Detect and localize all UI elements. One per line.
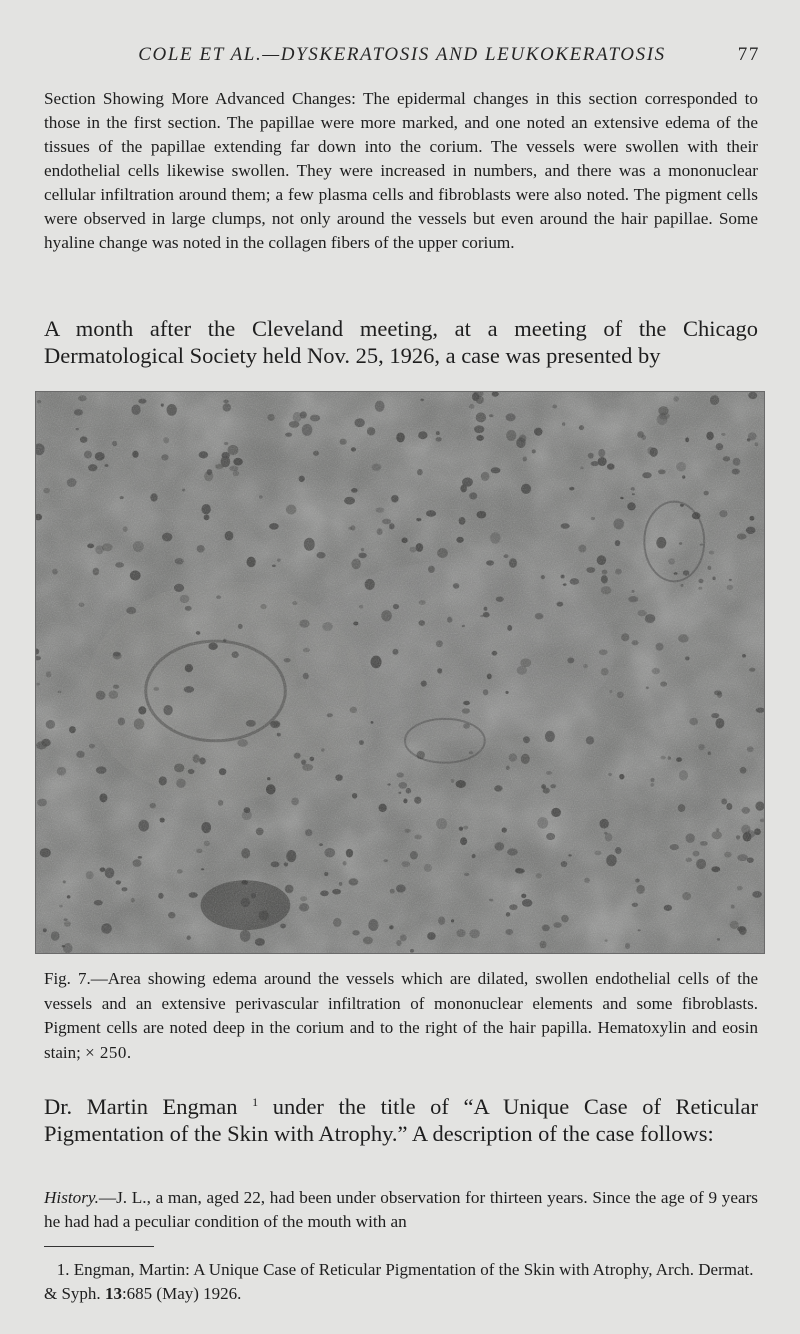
figure-caption: [44, 967, 758, 1065]
figure-caption-text: —Area showing edema around the vessels which are dilated, swollen endothelial cells of the vessels and an extensive perivascular infiltration of mononuclear elements and some fibroblasts. Pigment cells are noted deep in the corium and to the right of the hair papilla. Hematoxylin and eosin stain;: [44, 969, 758, 1062]
footnote-reference: 1: [252, 1095, 259, 1109]
footnote-number: 1.: [56, 1260, 70, 1279]
footnote-volume: 13: [104, 1284, 122, 1303]
running-head: [44, 44, 760, 66]
footnote-text: Engman, Martin: A Unique Case of Reticular Pigmentation of the Skin with Atrophy, Arch. Dermat. & Syph.: [44, 1260, 754, 1303]
histology-micrograph: [35, 391, 765, 954]
footnote-divider: [44, 1246, 154, 1247]
running-head-title: COLE ET AL.—DYSKERATOSIS AND LEUKOKERATOSIS: [138, 44, 666, 65]
engman-name: Dr. Martin Engman: [44, 1094, 238, 1119]
engman-text: under the title of “A Unique Case of Reticular Pigmentation of the Skin with Atrophy.” A description of the case follows:: [44, 1094, 758, 1146]
footnote: [44, 1258, 758, 1306]
page-number: 77: [737, 44, 760, 65]
meeting-paragraph: A month after the Cleveland meeting, at a meeting of the Chicago Dermatological Society held Nov. 25, 1926, a case was presented by: [44, 316, 758, 368]
history-label: History.: [44, 1188, 99, 1207]
micrograph-image: [36, 392, 764, 953]
engman-paragraph: [44, 1093, 758, 1147]
history-paragraph: [44, 1186, 758, 1234]
footnote-pages: :685 (May) 1926.: [121, 1284, 242, 1303]
figure-caption-label: Fig. 7.: [44, 969, 91, 988]
history-text: —J. L., a man, aged 22, had been under observation for thirteen years. Since the age of 9 years he had had a peculiar condition of the mouth with an: [44, 1188, 758, 1231]
section-paragraph: Section Showing More Advanced Changes: The epidermal changes in this section corresponded to those in the first section. The papillae were more marked, and one noted an extensive edema of the tissues of the papillae extending far down into the corium. The vessels were swollen with their endothelial cells likewise swollen. They were increased in numbers, and there was a mononuclear cellular infiltration around them; a few plasma cells and fibroblasts were also noted. The pigment cells were observed in large clumps, not only around the vessels but even around the hair papillae. Some hyaline change was noted in the collagen fibers of the upper corium.: [44, 89, 758, 252]
magnification: × 250.: [85, 1042, 132, 1062]
